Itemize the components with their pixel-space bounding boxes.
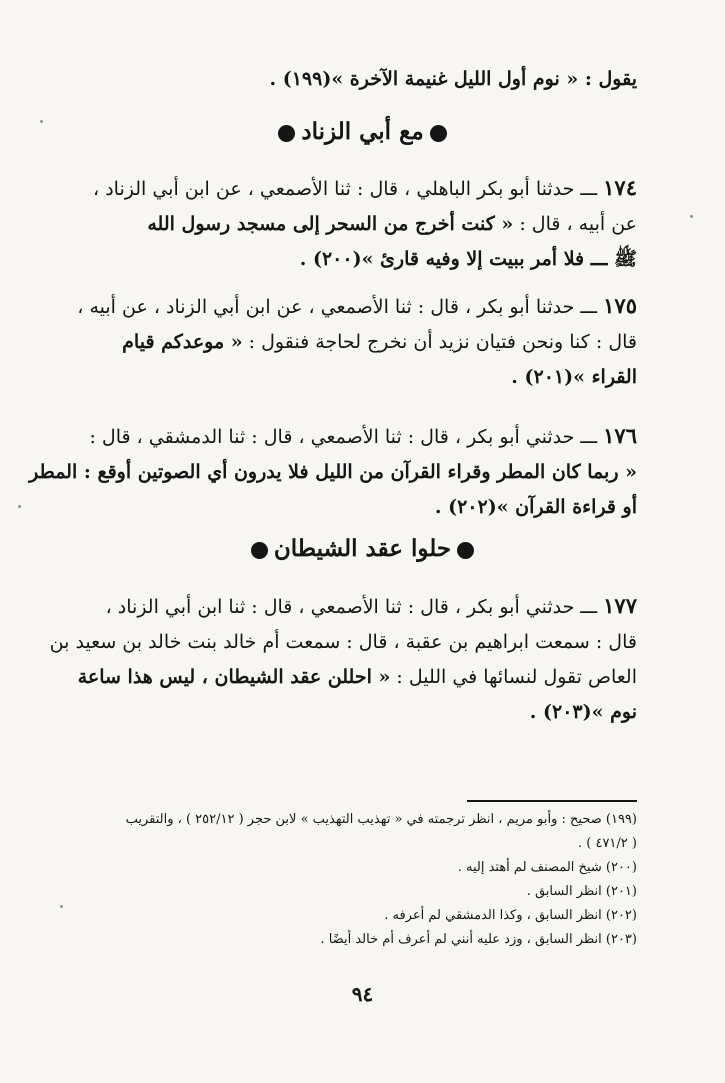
hadith-quote: « احللن عقد الشيطان ، ليس هذا ساعة (77, 666, 391, 688)
footnote-200: (٢٠٠) شيخ المصنف لم أهتد إليه . (457, 860, 637, 875)
scan-speck (18, 505, 21, 508)
hadith-line (81, 418, 637, 455)
hadith-number: ١٧٥ (603, 293, 637, 318)
bullet-dot-icon (278, 125, 295, 142)
hadith-174 (81, 170, 637, 277)
footnote-201: (٢٠١) انظر السابق . (526, 884, 637, 899)
scan-speck (690, 215, 693, 218)
footnote-202: (٢٠٢) انظر السابق ، وكذا الدمشقي لم أعرفه . (384, 908, 637, 923)
footnote-divider (467, 800, 637, 802)
intro-line (81, 62, 637, 97)
hadith-line (81, 588, 637, 625)
hadith-line: القراء »(٢٠١) . (511, 366, 637, 388)
hadith-text: ـــ حدثني أبو بكر ، قال : ثنا الأصمعي ، قال : ثنا الدمشقي ، قال : (89, 426, 598, 448)
section-heading-2 (0, 535, 725, 562)
intro-text: يقول : « نوم أول الليل غنيمة الآخرة »(١٩٩) . (269, 68, 637, 90)
footnote-199: (١٩٩) صحيح : وأبو مريم ، انظر ترجمته في « تهذيب التهذيب » لابن حجر ( ٢٥٢/١٢ ) ، والتقريب (125, 812, 637, 827)
hadith-line (81, 170, 637, 207)
hadith-176 (29, 418, 637, 525)
hadith-line (77, 288, 637, 325)
bullet-dot-icon (457, 542, 474, 559)
hadith-number: ١٧٧ (603, 593, 637, 618)
hadith-number: ١٧٤ (603, 175, 637, 200)
heading-text: مع أبي الزناد (301, 118, 424, 145)
bullet-dot-icon (251, 542, 268, 559)
hadith-text: ـــ حدثني أبو بكر ، قال : ثنا الأصمعي ، قال : ثنا ابن أبي الزناد ، (105, 596, 598, 618)
hadith-line: نوم »(٢٠٣) . (529, 701, 637, 723)
page-number: ٩٤ (351, 982, 374, 1006)
footnote-203: (٢٠٣) انظر السابق ، وزد عليه أنني لم أعرف أم خالد أيضًا . (320, 932, 637, 947)
hadith-number: ١٧٦ (603, 423, 637, 448)
heading-text: حلوا عقد الشيطان (273, 535, 452, 562)
hadith-line: « ربما كان المطر وقراء القرآن من الليل فلا يدرون أي الصوتين أوقع : المطر (29, 461, 637, 483)
hadith-line (77, 660, 637, 695)
hadith-text: قال : كنا ونحن فتيان نزيد أن نخرج لحاجة فنقول : (242, 331, 637, 353)
footnotes (81, 808, 637, 952)
hadith-text: ـــ حدثنا أبو بكر ، قال : ثنا الأصمعي ، عن ابن أبي الزناد ، عن أبيه ، (77, 296, 598, 318)
hadith-line: أو قراءة القرآن »(٢٠٢) . (434, 496, 637, 518)
footnote-199-cont: ( ٤٧١/٢ ) . (578, 836, 637, 851)
section-heading-1 (0, 118, 725, 145)
hadith-text: العاص تقول لنسائها في الليل : (390, 666, 637, 688)
scan-speck (40, 120, 43, 123)
hadith-line (81, 325, 637, 360)
hadith-quote: « موعدكم قيام (122, 331, 243, 353)
scan-speck (60, 905, 63, 908)
hadith-quote: « كنت أخرج من السحر إلى مسجد رسول الله (147, 213, 514, 235)
hadith-175 (77, 288, 637, 395)
hadith-line: ﷺ ـــ فلا أمر ببيت إلا وفيه قارئ »(٢٠٠) . (299, 248, 637, 270)
hadith-text: عن أبيه ، قال : (513, 213, 637, 235)
hadith-line: قال : سمعت ابراهيم بن عقبة ، قال : سمعت أم خالد بنت خالد بن سعيد بن (49, 631, 637, 653)
hadith-line (81, 207, 637, 242)
bullet-dot-icon (430, 125, 447, 142)
hadith-177 (49, 588, 637, 730)
hadith-text: ـــ حدثنا أبو بكر الباهلي ، قال : ثنا الأصمعي ، عن ابن أبي الزناد ، (93, 178, 598, 200)
